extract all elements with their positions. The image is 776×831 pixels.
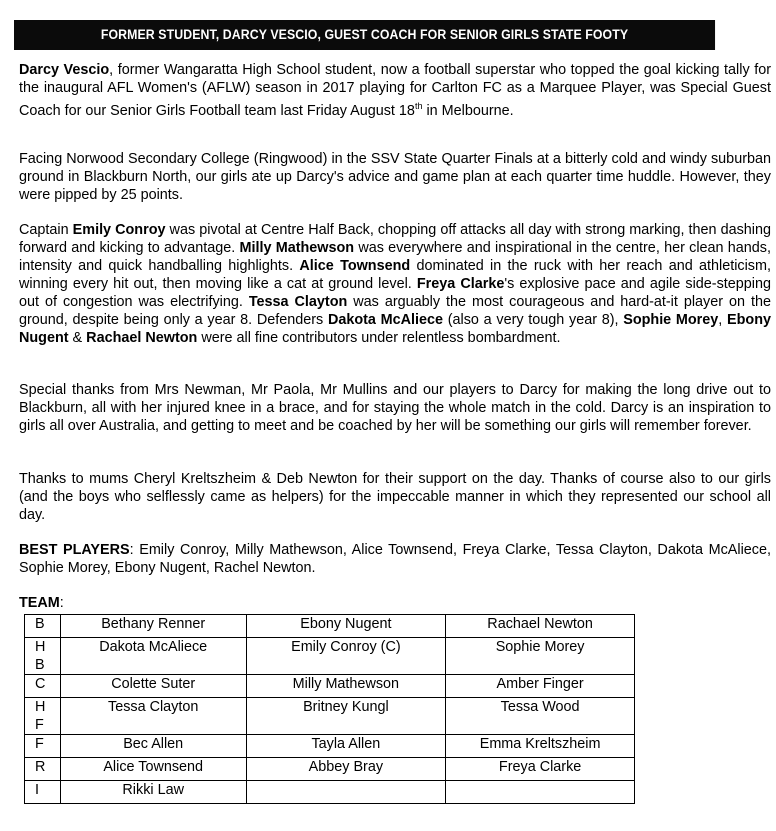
match-paragraph: Facing Norwood Secondary College (Ringwood) in the SSV State Quarter Finals at a bitterly cold and windy suburban ground in Blackburn North, our girls ate up Darcy's advice and game plan at each quarter time huddle. However, they were pipped by 25 points. bbox=[19, 151, 771, 203]
player-cell: Ebony Nugent bbox=[246, 615, 446, 638]
player-cell: Freya Clarke bbox=[446, 758, 635, 781]
paragraph-text: were all fine contributors under relentless bombardment. bbox=[197, 330, 561, 346]
paragraph-text: , bbox=[718, 312, 728, 328]
team-row bbox=[25, 615, 635, 638]
player-cell: Abbey Bray bbox=[246, 758, 446, 781]
player-cell: Amber Finger bbox=[446, 675, 635, 698]
paragraph-text: was arguably the most courageous and hard-at-it player on the ground, despite being only a year 8. Defenders bbox=[19, 294, 771, 328]
paragraph-text: was everywhere and inspirational in the centre, her clean hands, intensity and quick handballing highlights. bbox=[19, 240, 771, 274]
player-name: Ebony Nugent bbox=[19, 312, 771, 346]
paragraph-text: dominated in the ruck with her reach and athleticism, winning every hit out, then moving like a cat at ground level. bbox=[19, 258, 771, 292]
team-heading bbox=[19, 594, 64, 612]
paragraph-text: Captain bbox=[19, 222, 73, 238]
position-cell: H F bbox=[25, 698, 61, 735]
intro-paragraph bbox=[19, 61, 771, 120]
paragraph-text: & bbox=[68, 330, 87, 346]
position-cell: B bbox=[25, 615, 61, 638]
team-row bbox=[25, 675, 635, 698]
player-cell: Emily Conroy (C) bbox=[246, 638, 446, 675]
player-cell: Bec Allen bbox=[60, 735, 246, 758]
player-name: Dakota McAliece bbox=[327, 312, 444, 328]
team-row bbox=[25, 781, 635, 804]
player-cell: Alice Townsend bbox=[60, 758, 246, 781]
position-cell: I bbox=[25, 781, 61, 804]
best-players-label: BEST PLAYERS bbox=[19, 542, 130, 558]
player-cell: Tayla Allen bbox=[246, 735, 446, 758]
best-players-paragraph bbox=[19, 541, 771, 577]
player-cell: Bethany Renner bbox=[60, 615, 246, 638]
thanks-paragraph: Special thanks from Mrs Newman, Mr Paola, Mr Mullins and our players to Darcy for making the long drive out to Blackburn, all with her injured knee in a brace, and for staying the whole match in the cold. Darcy is an inspiration to girls all over Australia, and getting to meet and be coached by her will be something our girls will remember forever. bbox=[19, 382, 771, 434]
player-cell: Milly Mathewson bbox=[246, 675, 446, 698]
player-name: Alice Townsend bbox=[299, 258, 411, 274]
team-label-colon: : bbox=[59, 595, 64, 611]
position-cell: R bbox=[25, 758, 61, 781]
position-cell: F bbox=[25, 735, 61, 758]
player-name: Tessa Clayton bbox=[248, 294, 348, 310]
intro-superscript: th bbox=[414, 101, 423, 111]
mums-thanks-paragraph: Thanks to mums Cheryl Kreltszheim & Deb Newton for their support on the day. Thanks of course also to our girls (and the boys who selflessly came as helpers) for the impeccable manner in which they represented our school all day. bbox=[19, 471, 771, 523]
team-row bbox=[25, 758, 635, 781]
team-row bbox=[25, 638, 635, 675]
player-cell bbox=[446, 781, 635, 804]
intro-name: Darcy Vescio bbox=[19, 62, 110, 78]
player-cell: Tessa Wood bbox=[446, 698, 635, 735]
player-cell bbox=[246, 781, 446, 804]
player-cell: Rachael Newton bbox=[446, 615, 635, 638]
player-name: Sophie Morey bbox=[623, 312, 719, 328]
player-cell: Britney Kungl bbox=[246, 698, 446, 735]
intro-text: , former Wangaratta High School student, now a football superstar who topped the goal kicking tally for the inaugural AFL Women's (AFLW) season in 2017 playing for Carlton FC as a Marquee Player, was Special Guest Coach for our Senior Girls Football team last Friday August 18 bbox=[19, 62, 771, 119]
players-paragraph bbox=[19, 221, 771, 347]
player-cell: Tessa Clayton bbox=[60, 698, 246, 735]
player-cell: Rikki Law bbox=[60, 781, 246, 804]
best-players-list: : Emily Conroy, Milly Mathewson, Alice Townsend, Freya Clarke, Tessa Clayton, Dakota McAliece, Sophie Morey, Ebony Nugent, Rachel Newton. bbox=[19, 542, 771, 576]
intro-end: in Melbourne. bbox=[422, 102, 514, 119]
team-table bbox=[24, 614, 635, 804]
player-name: Emily Conroy bbox=[72, 222, 166, 238]
player-cell: Dakota McAliece bbox=[60, 638, 246, 675]
team-label: TEAM bbox=[19, 595, 60, 611]
player-cell: Emma Kreltszheim bbox=[446, 735, 635, 758]
player-cell: Colette Suter bbox=[60, 675, 246, 698]
paragraph-text: (also a very tough year 8), bbox=[443, 312, 624, 328]
paragraph-text: 's explosive pace and agile side-stepping out of congestion was electrifying. bbox=[19, 276, 771, 310]
player-name: Rachael Newton bbox=[86, 330, 198, 346]
paragraph-text: was pivotal at Centre Half Back, chopping off attacks all day with strong marking, then dashing forward and kicking to advantage. bbox=[19, 222, 771, 256]
position-cell: H B bbox=[25, 638, 61, 675]
team-row bbox=[25, 698, 635, 735]
article-title-banner: FORMER STUDENT, DARCY VESCIO, GUEST COACH FOR SENIOR GIRLS STATE FOOTY bbox=[14, 20, 715, 50]
player-name: Freya Clarke bbox=[416, 276, 505, 292]
player-name: Milly Mathewson bbox=[239, 240, 355, 256]
team-row bbox=[25, 735, 635, 758]
player-cell: Sophie Morey bbox=[446, 638, 635, 675]
position-cell: C bbox=[25, 675, 61, 698]
